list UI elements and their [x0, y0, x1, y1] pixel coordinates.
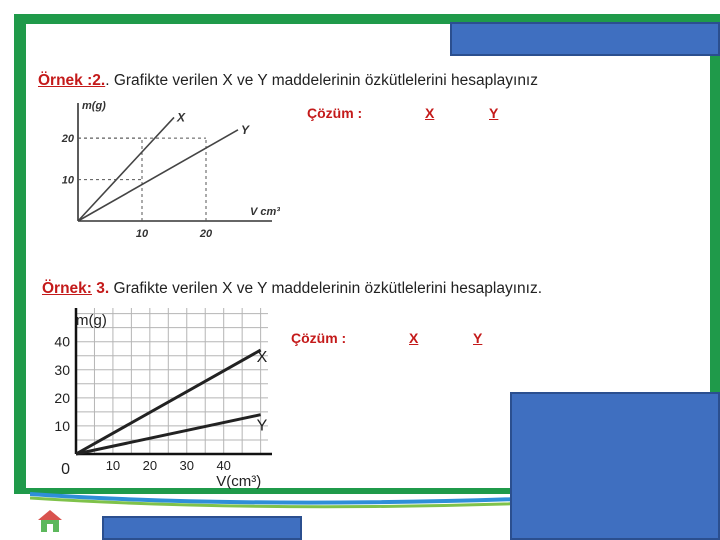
y-tick-10: 10: [54, 417, 70, 434]
y-tick-30: 30: [54, 361, 70, 378]
y-tick-10: 10: [61, 174, 74, 187]
example-3-question: [42, 280, 542, 298]
x-axis-label: V cm³: [250, 206, 280, 218]
x-axis-label: V(cm³): [216, 473, 262, 490]
series-label-X: X: [256, 349, 268, 367]
example-3-text: Grafikte verilen X ve Y maddelerinin özkütlelerini hesaplayınız.: [109, 280, 543, 297]
x-tick-20: 20: [199, 228, 213, 240]
series-line-X: [78, 117, 174, 221]
solution-1-x: X: [425, 105, 435, 121]
chart-example-3: [40, 308, 280, 490]
example-3-tag: Örnek:: [42, 280, 92, 297]
x-tick-20: 20: [142, 458, 158, 473]
chart-example-2: [50, 95, 280, 245]
y-tick-20: 20: [54, 389, 70, 406]
y-axis-label: m(g): [76, 312, 107, 329]
solution-2-x: X: [409, 330, 419, 346]
solution-2-label: Çözüm :: [291, 330, 347, 346]
solution-2-y: Y: [473, 330, 483, 346]
solution-1-y: Y: [489, 105, 499, 121]
x-tick-10: 10: [135, 228, 149, 240]
series-label-Y: Y: [241, 122, 250, 137]
example-2-text: . Grafikte verilen X ve Y maddelerinin özkütlelerini hesaplayınız: [105, 72, 538, 89]
series-label-Y: Y: [256, 417, 268, 435]
example-2-tag: Örnek :2.: [38, 72, 106, 89]
series-label-X: X: [177, 110, 186, 125]
answer-box-bottom: [102, 516, 302, 540]
solution-1-label: Çözüm :: [307, 105, 363, 121]
example-2-question: [38, 72, 538, 90]
example-3-number: 3.: [96, 280, 110, 297]
series-line-Y: [78, 130, 238, 221]
x-tick-40: 40: [216, 458, 231, 473]
answer-box-top: [450, 22, 720, 56]
x-tick-30: 30: [179, 458, 195, 473]
origin-label: 0: [61, 461, 70, 478]
y-axis-label: m(g): [82, 100, 106, 112]
y-tick-40: 40: [54, 333, 70, 350]
x-tick-10: 10: [105, 458, 121, 473]
home-icon[interactable]: [36, 508, 64, 534]
y-tick-20: 20: [61, 133, 74, 146]
answer-box-right: [510, 392, 720, 540]
